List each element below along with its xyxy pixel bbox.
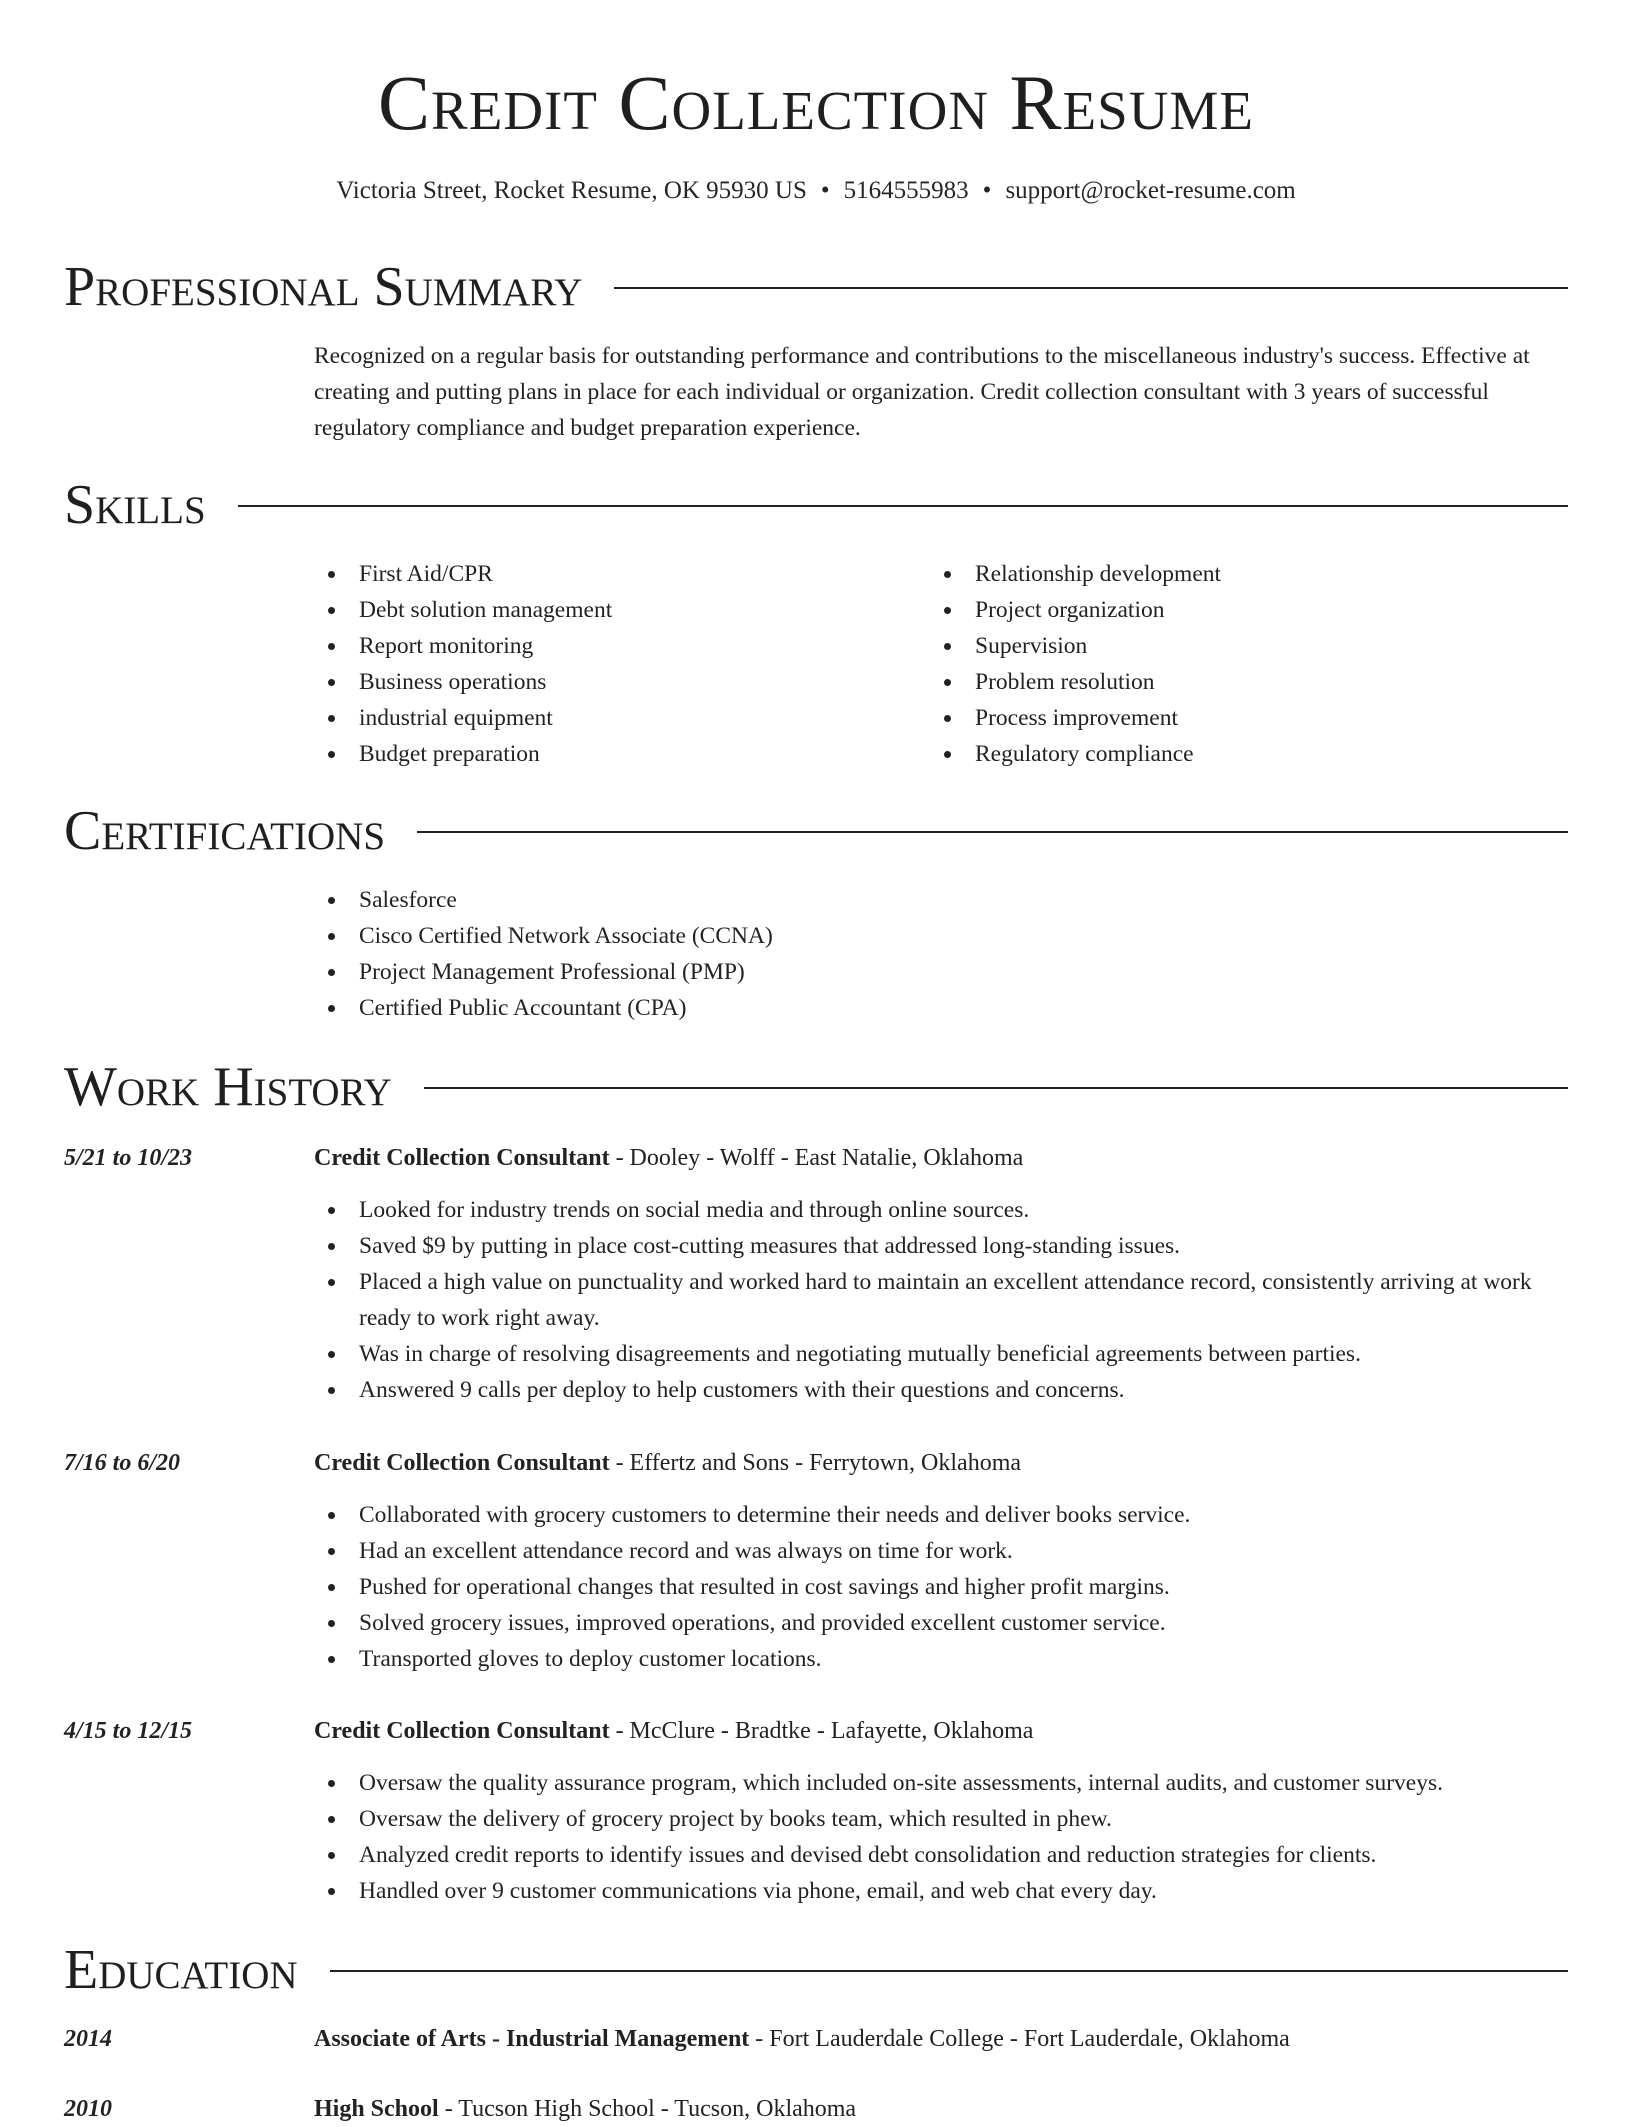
education-line — [314, 2021, 1568, 2057]
job-title: Credit Collection Consultant — [314, 1145, 610, 1171]
skill-item: Business operations — [314, 664, 914, 700]
summary-text: Recognized on a regular basis for outstanding performance and contributions to the miscellaneous industry's success. Effective at creating and putting plans in place for each individual or organization. Credit collection consultant with 3 years of successful regulatory compliance and budget preparation experience. — [314, 343, 1530, 441]
section-divider — [330, 1970, 1568, 1972]
resume-name: Credit Collection Resume — [378, 59, 1254, 146]
job-employer: - Effertz and Sons - Ferrytown, Oklahoma — [615, 1450, 1022, 1476]
education-degree: Associate of Arts - Industrial Management — [314, 2026, 750, 2052]
skill-item: Process improvement — [930, 700, 1530, 736]
skills-column-left — [314, 556, 914, 772]
job-dates: 4/15 to 12/15 — [64, 1718, 193, 1744]
job-title: Credit Collection Consultant — [314, 1450, 610, 1476]
certifications-section-header — [64, 798, 1568, 864]
skill-item: Problem resolution — [930, 664, 1530, 700]
education-school: - Fort Lauderdale College - Fort Lauderdale, Oklahoma — [755, 2026, 1290, 2052]
education-section-header — [64, 1937, 1568, 2003]
section-divider — [238, 505, 1568, 507]
skill-item: Regulatory compliance — [930, 736, 1530, 772]
section-divider — [417, 831, 1568, 833]
section-divider — [424, 1087, 1568, 1089]
job-bullet: Oversaw the delivery of grocery project by books team, which resulted in phew. — [314, 1801, 1568, 1837]
education-school: - Tucson High School - Tucson, Oklahoma — [444, 2096, 857, 2122]
job-employer: - Dooley - Wolff - East Natalie, Oklahoma — [615, 1145, 1024, 1171]
job-bullet: Placed a high value on punctuality and worked hard to maintain an excellent attendance record, consistently arriving at work ready to work right away. — [314, 1264, 1568, 1336]
skill-item: Supervision — [930, 628, 1530, 664]
job-bullet: Collaborated with grocery customers to determine their needs and deliver books service. — [314, 1497, 1568, 1533]
work-history-section-header — [64, 1054, 1568, 1120]
skill-item: Relationship development — [930, 556, 1530, 592]
summary-heading: Professional Summary — [64, 256, 583, 318]
education-degree: High School — [314, 2096, 439, 2122]
skill-item: Project organization — [930, 592, 1530, 628]
summary-section-header — [64, 254, 1568, 320]
contact-email: support@rocket-resume.com — [1005, 177, 1296, 204]
job-dates: 5/21 to 10/23 — [64, 1145, 193, 1171]
job-bullet: Was in charge of resolving disagreements and negotiating mutually beneficial agreements between parties. — [314, 1336, 1568, 1372]
section-divider — [614, 287, 1568, 289]
education-year: 2010 — [64, 2096, 112, 2122]
skill-item: Debt solution management — [314, 592, 914, 628]
certifications-list — [314, 882, 1568, 1026]
certification-item: Cisco Certified Network Associate (CCNA) — [314, 918, 1568, 954]
job-title-line — [314, 1445, 1568, 1481]
skills-heading: Skills — [64, 474, 206, 536]
job-bullet: Answered 9 calls per deploy to help customers with their questions and concerns. — [314, 1372, 1568, 1408]
job-bullet: Pushed for operational changes that resulted in cost savings and higher profit margins. — [314, 1569, 1568, 1605]
job-bullet: Analyzed credit reports to identify issues and devised debt consolidation and reduction strategies for clients. — [314, 1837, 1568, 1873]
contact-phone: 5164555983 — [843, 177, 969, 204]
job-bullet: Handled over 9 customer communications via phone, email, and web chat every day. — [314, 1873, 1568, 1909]
job-title-line — [314, 1713, 1568, 1749]
education-heading: Education — [64, 1939, 298, 2001]
job-title: Credit Collection Consultant — [314, 1718, 610, 1744]
skill-item: First Aid/CPR — [314, 556, 914, 592]
certification-item: Certified Public Accountant (CPA) — [314, 990, 1568, 1026]
job-bullet: Looked for industry trends on social media and through online sources. — [314, 1192, 1568, 1228]
job-title-line — [314, 1140, 1568, 1176]
job-bullet: Transported gloves to deploy customer locations. — [314, 1641, 1568, 1677]
work-history-heading: Work History — [64, 1056, 392, 1118]
education-line — [314, 2091, 1568, 2127]
contact-separator: • — [982, 177, 992, 204]
job-dates: 7/16 to 6/20 — [64, 1450, 181, 1476]
certification-item: Project Management Professional (PMP) — [314, 954, 1568, 990]
job-bullet: Saved $9 by putting in place cost-cutting measures that addressed long-standing issues. — [314, 1228, 1568, 1264]
skill-item: industrial equipment — [314, 700, 914, 736]
contact-line — [0, 174, 1632, 208]
job-bullets — [314, 1192, 1568, 1408]
job-employer: - McClure - Bradtke - Lafayette, Oklahoma — [615, 1718, 1034, 1744]
contact-address: Victoria Street, Rocket Resume, OK 95930 US — [336, 177, 807, 204]
certification-item: Salesforce — [314, 882, 1568, 918]
job-bullet: Oversaw the quality assurance program, which included on-site assessments, internal audits, and customer surveys. — [314, 1765, 1568, 1801]
certifications-heading: Certifications — [64, 800, 386, 862]
job-bullet: Had an excellent attendance record and was always on time for work. — [314, 1533, 1568, 1569]
education-year: 2014 — [64, 2026, 112, 2052]
job-bullets — [314, 1765, 1568, 1909]
job-bullet: Solved grocery issues, improved operations, and provided excellent customer service. — [314, 1605, 1568, 1641]
contact-separator: • — [820, 177, 830, 204]
skills-column-right — [930, 556, 1530, 772]
skills-section-header — [64, 472, 1568, 538]
skill-item: Budget preparation — [314, 736, 914, 772]
job-bullets — [314, 1497, 1568, 1677]
skill-item: Report monitoring — [314, 628, 914, 664]
